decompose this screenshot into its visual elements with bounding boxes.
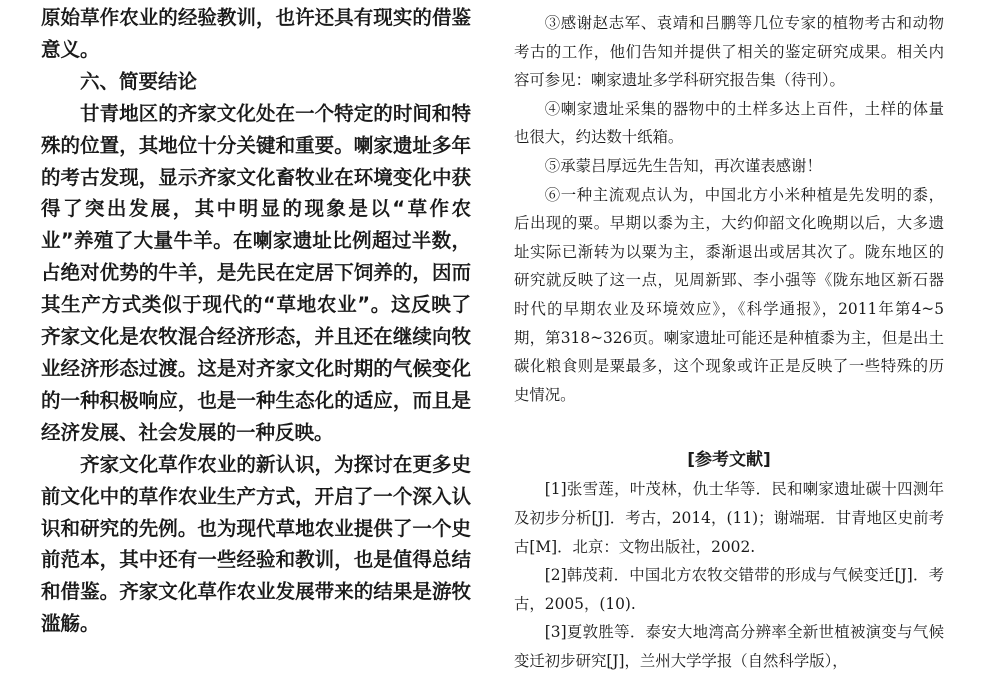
footnote-5: ⑤承蒙吕厚远先生告知，再次谨表感谢！: [544, 156, 822, 175]
left-column: [41, 2, 471, 640]
footnote-3: ③感谢赵志军、袁靖和吕鹏等几位专家的植物考古和动物考古的工作，他们告知并提供了相关的鉴定研究成果。相关内容可参见：喇家遗址多学科研究报告集（待刊）。: [514, 14, 944, 90]
footnote-6: ⑥一种主流观点认为，中国北方小米种植是先发明的黍，后出现的粟。早期以黍为主，大约仰韶文化晚期以后，大多遗址实际已渐转为以粟为主，黍渐退出或居其次了。陇东地区的研究就反映了这一点，见周新郢、李小强等《陇东地区新石器时代的早期农业及环境效应》，《科学通报》，2011年第4~5期，第318~326页。喇家遗址可能还是种植黍为主，但是出土碳化粮食则是粟最多，这个现象或许正是反映了一些特殊的历史情况。: [514, 185, 944, 404]
right-column: [514, 9, 944, 675]
body-paragraph: 甘青地区的齐家文化处在一个特定的时间和特殊的位置，其地位十分关键和重要。喇家遗址多年的考古发现，显示齐家文化畜牧业在环境变化中获得了突出发展，其中明显的现象是以“草作农业”养殖了大量牛羊。在喇家遗址比例超过半数，占绝对优势的牛羊，是先民在定居下饲养的，因而其生产方式类似于现代的“草地农业”。这反映了齐家文化是农牧混合经济形态，并且还在继续向牧业经济形态过渡。这是对齐家文化时期的气候变化的一种积极响应，也是一种生态化的适应，而且是经济发展、社会发展的一种反映。: [41, 101, 471, 444]
body-paragraph: 齐家文化草作农业的新认识，为探讨在更多史前文化中的草作农业生产方式，开启了一个深入认识和研究的先例。也为现代草地农业提供了一个史前范本，其中还有一些经验和教训，也是值得总结和借鉴。齐家文化草作农业发展带来的结果是游牧滥觞。: [41, 452, 471, 636]
continuation-paragraph: 原始草作农业的经验教训，也许还具有现实的借鉴意义。: [41, 6, 471, 61]
section-heading-conclusion: 六、简要结论: [80, 69, 198, 93]
reference-item: [2]韩茂莉．中国北方农牧交错带的形成与气候变迁[J]．考古，2005，(10).: [514, 566, 944, 613]
references-heading: [参考文献]: [687, 450, 771, 471]
footnote-4: ④喇家遗址采集的器物中的土样多达上百件，土样的体量也很大，约达数十纸箱。: [514, 99, 944, 147]
reference-item: [1]张雪莲，叶茂林，仇士华等．民和喇家遗址碳十四测年及初步分析[J]．考古，2014，(11)；谢端琚．甘青地区史前考古[M]．北京：文物出版社，2002.: [514, 480, 944, 556]
reference-item: [3]夏敦胜等．泰安大地湾高分辨率全新世植被演变与气候变迁初步研究[J]，兰州大学学报（自然科学版），: [514, 623, 944, 670]
